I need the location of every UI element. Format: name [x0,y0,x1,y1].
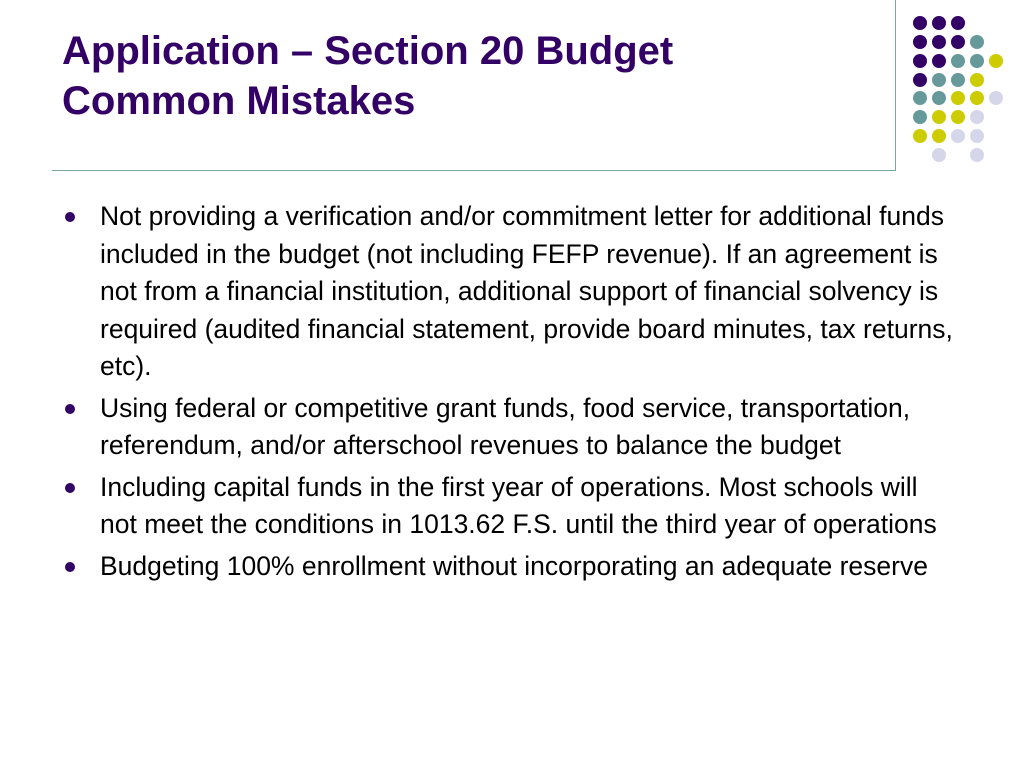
bullet-item [0,198,1024,386]
bullet-text: Including capital funds in the first year of operations. Most schools will not meet the conditions in 1013.62 F.S. until the third year of operations [100,471,937,539]
decorative-dot [951,91,965,105]
decorative-dot [932,110,946,124]
decorative-dot [989,54,1003,68]
decorative-dot [970,91,984,105]
decorative-dot [913,73,927,87]
bullet-item [0,469,1024,544]
decorative-dot [970,129,984,143]
decorative-dot [970,148,984,162]
decorative-dot [970,110,984,124]
bullet-dot-icon [65,562,75,572]
decorative-dot [913,35,927,49]
title-line-1: Application – Section 20 Budget [62,29,674,73]
decorative-dot [932,91,946,105]
decorative-dot [989,91,1003,105]
decorative-dot [970,54,984,68]
bullet-text: Budgeting 100% enrollment without incorporating an adequate reserve [100,550,928,581]
decorative-dot [951,35,965,49]
decorative-dot [932,16,946,30]
bullet-item [0,548,1024,586]
decorative-dot [951,110,965,124]
decorative-dot [970,73,984,87]
decorative-dot [932,129,946,143]
title-line-2: Common Mistakes [62,79,416,123]
bullet-dot-icon [65,212,75,222]
decorative-dot [951,54,965,68]
decorative-dot [913,16,927,30]
title-divider-vertical [895,0,896,171]
bullet-text: Using federal or competitive grant funds, food service, transportation, referendum, and/or afterschool revenues to balance the budget [100,392,911,460]
decorative-dot [932,73,946,87]
decorative-dot [951,129,965,143]
decorative-dot [970,35,984,49]
decorative-dot [932,35,946,49]
decorative-dot [932,54,946,68]
decorative-dot [913,91,927,105]
decorative-dot [932,148,946,162]
decorative-dot [951,73,965,87]
bullet-list [0,198,1024,589]
bullet-text: Not providing a verification and/or commitment letter for additional funds included in the budget (not including FEFP revenue). If an agreement is not from a financial institution, additional support of financial solvency is required (audited financial statement, provide board minutes, tax returns, etc). [100,201,953,381]
bullet-dot-icon [65,404,75,414]
decorative-dot [913,129,927,143]
decorative-dot [951,16,965,30]
slide-title [62,26,882,126]
bullet-dot-icon [65,483,75,493]
bullet-item [0,390,1024,465]
title-divider-horizontal [52,170,896,171]
decorative-dot [913,110,927,124]
decorative-dot [913,54,927,68]
